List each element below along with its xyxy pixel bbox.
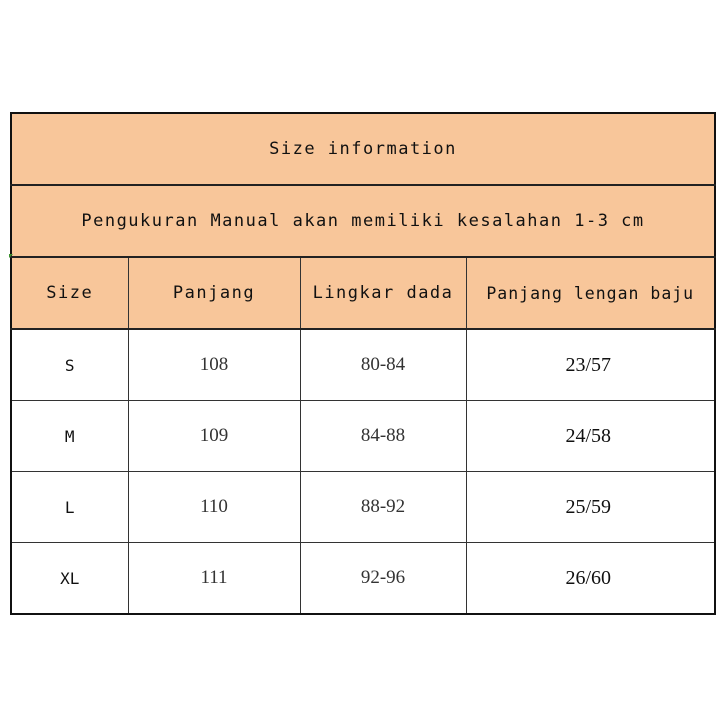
cell-panjang-lengan-value: 23/57: [565, 353, 612, 376]
table-row: [11, 472, 715, 543]
header-size: Size: [11, 257, 128, 329]
cell-panjang: 109: [128, 401, 300, 472]
header-row: [11, 257, 715, 329]
size-chart-table: [10, 112, 716, 615]
cell-lingkar-dada: 92-96: [300, 543, 466, 615]
cell-panjang-lengan-value: 25/59: [565, 495, 612, 518]
cell-panjang-lengan: [466, 401, 715, 472]
header-panjang-lengan: Panjang lengan baju: [466, 257, 715, 329]
cell-lingkar-dada: 88-92: [300, 472, 466, 543]
cell-panjang: 108: [128, 329, 300, 401]
header-panjang: Panjang: [128, 257, 300, 329]
cell-panjang-lengan: [466, 543, 715, 615]
note-row: [11, 185, 715, 257]
title-row: [11, 113, 715, 185]
measurement-note: Pengukuran Manual akan memiliki kesalahan 1-3 cm: [11, 185, 715, 257]
cell-size: S: [11, 329, 128, 401]
cell-panjang-lengan-value: 24/58: [565, 424, 612, 447]
header-lingkar-dada: Lingkar dada: [300, 257, 466, 329]
table-row: [11, 543, 715, 615]
table-title: Size information: [11, 113, 715, 185]
cell-panjang-lengan-value: 26/60: [565, 566, 612, 589]
cell-panjang: 110: [128, 472, 300, 543]
corner-mark: [9, 254, 13, 258]
cell-panjang-lengan: [466, 472, 715, 543]
table-row: [11, 329, 715, 401]
cell-lingkar-dada: 80-84: [300, 329, 466, 401]
table-row: [11, 401, 715, 472]
cell-size: XL: [11, 543, 128, 615]
cell-panjang-lengan: [466, 329, 715, 401]
cell-size: M: [11, 401, 128, 472]
cell-size: L: [11, 472, 128, 543]
cell-panjang: 111: [128, 543, 300, 615]
cell-lingkar-dada: 84-88: [300, 401, 466, 472]
